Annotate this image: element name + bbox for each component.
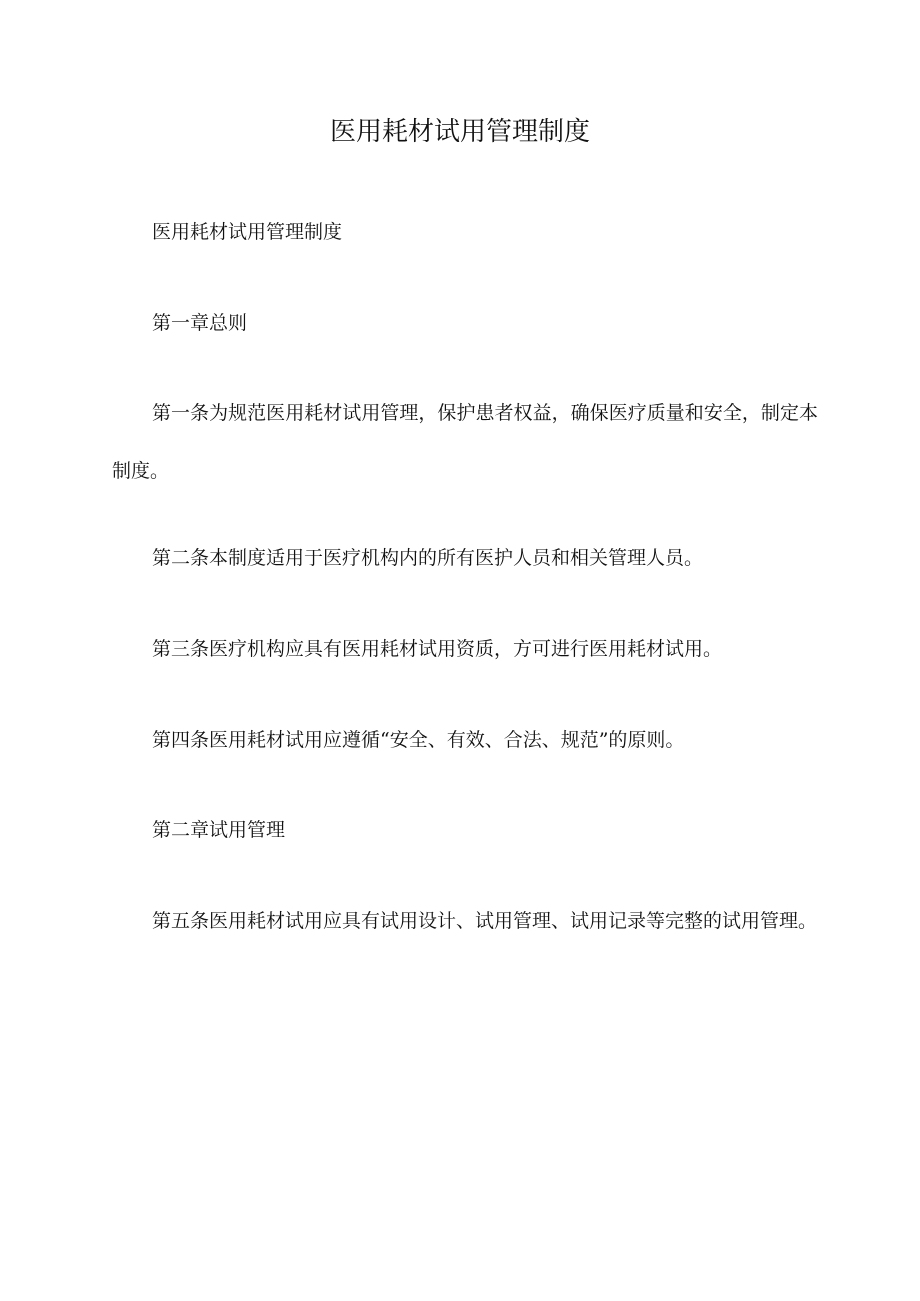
article-1: 第一条为规范医用耗材试用管理，保护患者权益，确保医疗质量和安全，制定本制度。	[112, 402, 818, 482]
paragraph-subtitle: 医用耗材试用管理制度	[152, 221, 343, 243]
article-5: 第五条医用耗材试用应具有试用设计、试用管理、试用记录等完整的试用管理。	[152, 910, 818, 932]
article-4: 第四条医用耗材试用应遵循“安全、有效、合法、规范”的原则。	[152, 729, 685, 751]
chapter-heading-1: 第一章总则	[152, 312, 248, 334]
article-3: 第三条医疗机构应具有医用耗材试用资质，方可进行医用耗材试用。	[152, 638, 723, 660]
chapter-heading-2: 第二章试用管理	[152, 819, 286, 841]
article-2: 第二条本制度适用于医疗机构内的所有医护人员和相关管理人员。	[152, 547, 704, 569]
document-title: 医用耗材试用管理制度	[329, 117, 590, 147]
